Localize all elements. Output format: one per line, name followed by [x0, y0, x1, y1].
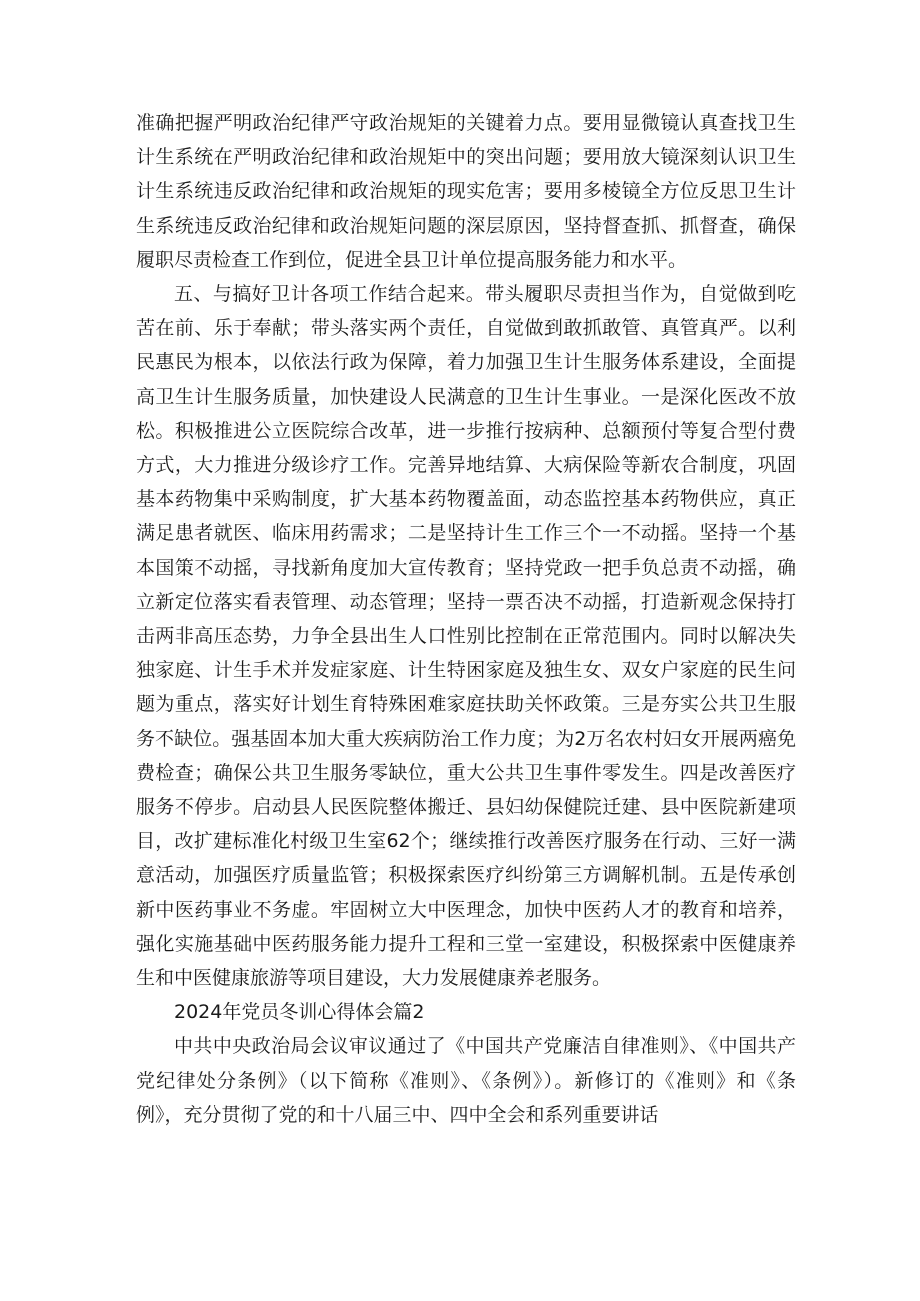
- paragraph-next: 中共中央政治局会议审议通过了《中国共产党廉洁自律准则》、《中国共产党纪律处分条例》（以下简称《准则》、《条例》）。新修订的《准则》和《条例》，充分贯彻了党的和十八届三中、四中全会和系列重要讲话: [136, 1035, 796, 1126]
- document-body: [136, 106, 796, 1132]
- section-heading: 2024年党员冬训心得体会篇2: [174, 1001, 425, 1024]
- paragraph-section-five: 五、与搞好卫计各项工作结合起来。带头履职尽责担当作为，自觉做到吃苦在前、乐于奉献；带头落实两个责任，自觉做到敢抓敢管、真管真严。以利民惠民为根本，以依法行政为保障，着力加强卫生计生服务体系建设，全面提高卫生计生服务质量，加快建设人民满意的卫生计生事业。一是深化医改不放松。积极推进公立医院综合改革，进一步推行按病种、总额预付等复合型付费方式，大力推进分级诊疗工作。完善异地结算、大病保险等新农合制度，巩固基本药物集中采购制度，扩大基本药物覆盖面，动态监控基本药物供应，真正满足患者就医、临床用药需求；二是坚持计生工作三个一不动摇。坚持一个基本国策不动摇，寻找新角度加大宣传教育；坚持党政一把手负总责不动摇，确立新定位落实看表管理、动态管理；坚持一票否决不动摇，打造新观念保持打击两非高压态势，力争全县出生人口性别比控制在正常范围内。同时以解决失独家庭、计生手术并发症家庭、计生特困家庭及独生女、双女户家庭的民生问题为重点，落实好计划生育特殊困难家庭扶助关怀政策。三是夯实公共卫生服务不缺位。强基固本加大重大疾病防治工作力度；为2万名农村妇女开展两癌免费检查；确保公共卫生服务零缺位，重大公共卫生事件零发生。四是改善医疗服务不停步。启动县人民医院整体搬迁、县妇幼保健院迁建、县中医院新建项目，改扩建标准化村级卫生室62个；继续推行改善医疗服务在行动、三好一满意活动，加强医疗质量监管；积极探索医疗纠纷第三方调解机制。五是传承创新中医药事业不务虚。牢固树立大中医理念，加快中医药人才的教育和培养，强化实施基础中医药服务能力提升工程和三堂一室建设，积极探索中医健康养生和中医健康旅游等项目建设，大力发展健康养老服务。: [136, 283, 796, 990]
- paragraph-continued: 准确把握严明政治纪律严守政治规矩的关键着力点。要用显微镜认真查找卫生计生系统在严明政治纪律和政治规矩中的突出问题；要用放大镜深刻认识卫生计生系统违反政治纪律和政治规矩的现实危害；要用多棱镜全方位反思卫生计生系统违反政治纪律和政治规矩问题的深层原因，坚持督查抓、抓督查，确保履职尽责检查工作到位，促进全县卫计单位提高服务能力和水平。: [136, 112, 796, 271]
